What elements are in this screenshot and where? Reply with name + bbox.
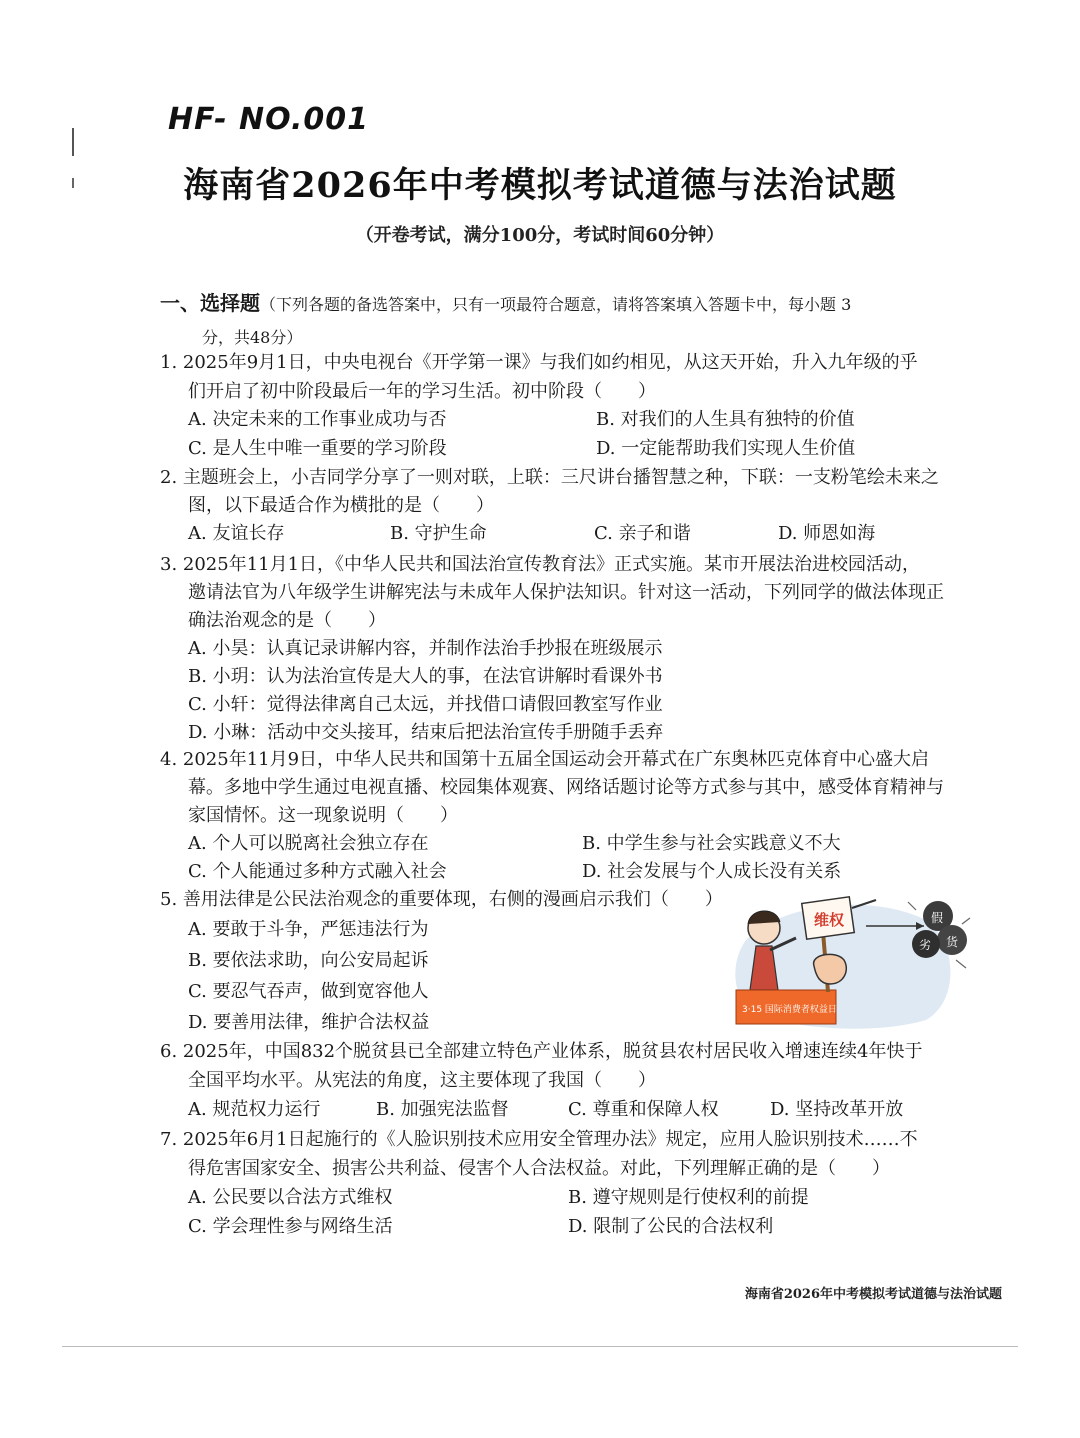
cartoon-sign-text: 维权 <box>814 911 845 929</box>
paper-code: HF- NO.001 <box>168 102 369 137</box>
section-note: （下列各题的备选答案中，只有一项最符合题意，请将答案填入答题卡中，每小题 3 <box>260 295 852 314</box>
question-6-option-b: B. 加强宪法监督 <box>376 1099 509 1120</box>
question-7-option-c: C. 学会理性参与网络生活 <box>188 1216 393 1237</box>
question-4-stem-cont: 家国情怀。这一现象说明（ ） <box>188 805 458 826</box>
question-3-option-b: B. 小玥：认为法治宣传是大人的事，在法官讲解时看课外书 <box>188 666 663 687</box>
question-5-stem: 5. 善用法律是公民法治观念的重要体现，右侧的漫画启示我们（ ） <box>160 889 723 910</box>
question-4-option-c: C. 个人能通过多种方式融入社会 <box>188 861 447 882</box>
question-7-option-d: D. 限制了公民的合法权利 <box>568 1216 774 1237</box>
question-1-stem: 1. 2025年9月1日，中央电视台《开学第一课》与我们如约相见，从这天开始，升入九年级的乎 <box>160 352 918 373</box>
question-2-option-b: B. 守护生命 <box>390 523 487 544</box>
cartoon-target-text: 货 <box>946 935 959 949</box>
cartoon-target-text: 劣 <box>919 938 932 952</box>
question-6-option-a: A. 规范权力运行 <box>188 1099 321 1120</box>
question-6-option-c: C. 尊重和保障人权 <box>568 1099 719 1120</box>
question-7-stem-cont: 得危害国家安全、损害公共利益、侵害个人合法权益。对此，下列理解正确的是（ ） <box>188 1158 890 1179</box>
question-6-stem-cont: 全国平均水平。从宪法的角度，这主要体现了我国（ ） <box>188 1070 656 1091</box>
question-3-option-c: C. 小轩：觉得法律离自己太远，并找借口请假回教室写作业 <box>188 694 663 715</box>
question-1-stem-cont: 们开启了初中阶段最后一年的学习生活。初中阶段（ ） <box>188 381 656 402</box>
question-1-option-a: A. 决定未来的工作事业成功与否 <box>188 409 447 430</box>
question-5-option-b: B. 要依法求助，向公安局起诉 <box>188 950 429 971</box>
question-5-option-d: D. 要善用法律，维护合法权益 <box>188 1012 430 1033</box>
scan-margin-mark <box>72 128 74 156</box>
question-2-option-a: A. 友谊长存 <box>188 523 285 544</box>
question-2-stem-cont: 图，以下最适合作为横批的是（ ） <box>188 495 494 516</box>
question-2-stem: 2. 主题班会上，小吉同学分享了一则对联，上联：三尺讲台播智慧之种，下联：一支粉笔绘未来之 <box>160 467 939 488</box>
question-7-stem: 7. 2025年6月1日起施行的《人脸识别技术应用安全管理办法》规定，应用人脸识别技术……不 <box>160 1129 918 1150</box>
question-4-stem: 4. 2025年11月9日，中华人民共和国第十五届全国运动会开幕式在广东奥林匹克体育中心盛大启 <box>160 749 930 770</box>
cartoon-target-text: 假 <box>931 911 944 925</box>
question-3-option-a: A. 小昊：认真记录讲解内容，并制作法治手抄报在班级展示 <box>188 638 663 659</box>
page-title: 海南省2026年中考模拟考试道德与法治试题 <box>183 165 897 206</box>
section-note-cont: 分，共48分） <box>202 328 303 347</box>
exam-info: （开卷考试，满分100分，考试时间60分钟） <box>355 225 725 246</box>
question-3-option-d: D. 小琳：活动中交头接耳，结束后把法治宣传手册随手丢弃 <box>188 722 664 743</box>
question-2-option-d: D. 师恩如海 <box>778 523 876 544</box>
page-footer: 海南省2026年中考模拟考试道德与法治试题 <box>744 1287 1002 1302</box>
cartoon-banner-text: 3·15 国际消费者权益日 <box>742 1005 837 1015</box>
page-divider <box>62 1346 1018 1347</box>
question-1-option-d: D. 一定能帮助我们实现人生价值 <box>596 438 856 459</box>
question-7-option-b: B. 遵守规则是行使权利的前提 <box>568 1187 809 1208</box>
question-6-stem: 6. 2025年，中国832个脱贫县已全部建立特色产业体系，脱贫县农村居民收入增速连续4年快于 <box>160 1041 923 1062</box>
section-heading: 一、选择题 <box>160 291 260 315</box>
question-4-stem-cont: 幕。多地中学生通过电视直播、校园集体观赛、网络话题讨论等方式参与其中，感受体育精神与 <box>188 777 944 798</box>
question-3-stem-cont: 确法治观念的是（ ） <box>188 610 386 631</box>
question-4-option-b: B. 中学生参与社会实践意义不大 <box>582 833 841 854</box>
question-1-option-c: C. 是人生中唯一重要的学习阶段 <box>188 438 447 459</box>
cartoon-illustration <box>726 880 972 1032</box>
question-5-option-a: A. 要敢于斗争，严惩违法行为 <box>188 919 429 940</box>
question-3-stem: 3. 2025年11月1日，《中华人民共和国法治宣传教育法》正式实施。某市开展法治进校园活动， <box>160 554 921 575</box>
question-1-option-b: B. 对我们的人生具有独特的价值 <box>596 409 855 430</box>
question-2-option-c: C. 亲子和谐 <box>594 523 691 544</box>
question-3-stem-cont: 邀请法官为八年级学生讲解宪法与未成年人保护法知识。针对这一活动，下列同学的做法体现正 <box>188 582 944 603</box>
question-5-option-c: C. 要忍气吞声，做到宽容他人 <box>188 981 429 1002</box>
question-6-option-d: D. 坚持改革开放 <box>770 1099 904 1120</box>
question-4-option-d: D. 社会发展与个人成长没有关系 <box>582 861 842 882</box>
question-4-option-a: A. 个人可以脱离社会独立存在 <box>188 833 429 854</box>
section-instructions <box>160 287 950 354</box>
question-7-option-a: A. 公民要以合法方式维权 <box>188 1187 393 1208</box>
